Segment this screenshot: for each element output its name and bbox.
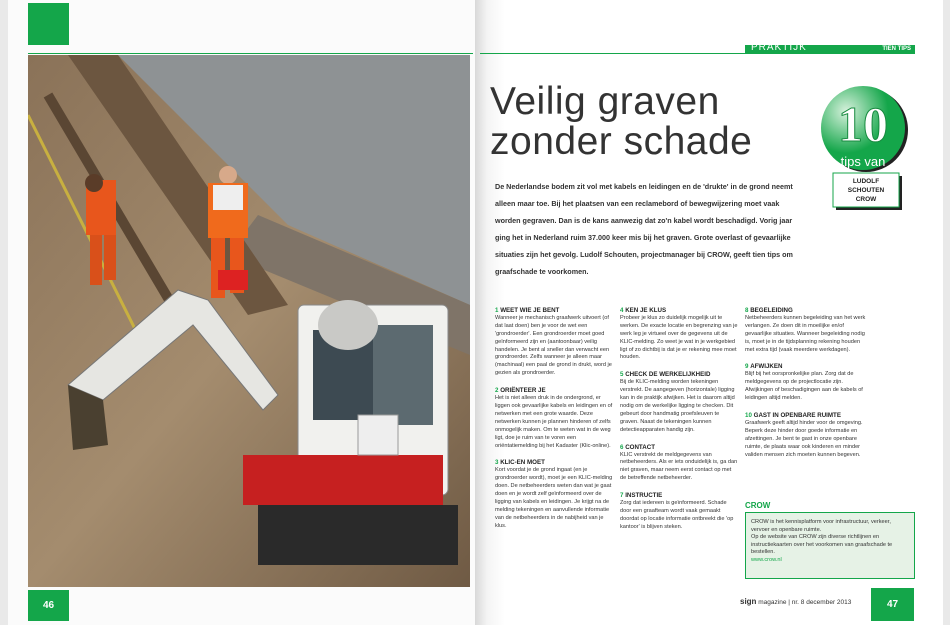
- tip-title: ORIËNTEER JE: [500, 387, 546, 395]
- tip-text: Zorg dat iedereen is geïnformeerd. Schade door een graafteam wordt vaak gemaakt doordat op locatie informatie ontbreekt die 'op kantoor' is blijven steken.: [620, 500, 734, 530]
- tip-heading: [620, 492, 738, 500]
- top-rule-right: [480, 53, 915, 54]
- tip-text: Bij de KLIC-melding worden tekeningen verstrekt. De aangegeven (horizontale) ligging kan in de praktijk afwijken. Het is daarom altijd nodig om de werkelijke ligging te checken. Dit gebeurt door handmatig proefsleuven te graven. Naast de tekeningen kunnen detectieapparaten handig zijn.: [620, 379, 735, 433]
- tip-number: 4: [620, 307, 624, 314]
- tip-text: Netbeheerders kunnen begeleiding van het werk verlangen. Ze doen dit in moeilijke en/of gevaarlijke situaties. Wanneer begeleiding nodig is, moet je in de tijdsplanning rekening houden met extra tijd (vaak meerdere werkdagen).: [745, 314, 866, 353]
- page-title: [490, 82, 752, 162]
- badge-name-1: LUDOLF: [852, 178, 880, 185]
- footer-text: magazine | nr. 8 december 2013: [758, 599, 852, 606]
- tip-10: [745, 412, 870, 459]
- tip-heading: [620, 371, 738, 379]
- tip-8: [745, 307, 870, 354]
- tip-number: 3: [495, 459, 499, 467]
- crow-heading: CROW: [745, 501, 771, 510]
- tip-number: 10: [745, 411, 752, 419]
- section-header: [745, 42, 915, 53]
- corner-green-square: [28, 3, 69, 45]
- section-right-label: TIEN TIPS: [882, 46, 911, 52]
- excavation-photo: [28, 55, 470, 587]
- tip-heading: [745, 412, 870, 420]
- tip-text: Probeer je klus zo duidelijk mogelijk uit te werken. De exacte locatie en begrenzing van je werk leg je virtueel over de gegevens uit de KLIC-melding. Zo weet je wat in je werkgebied ligt of zo dichtbij is dat je er rekening mee moet houden.: [620, 314, 738, 361]
- column-1: [495, 307, 613, 540]
- top-rule-left: [28, 53, 473, 54]
- tip-3: [495, 459, 613, 530]
- intro-paragraph: De Nederlandse bodem zit vol met kabels en leidingen en de 'drukte' in de grond neemt alleen maar toe. Bij het plaatsen van een reclamebord of bewegwijzering moet vaak worden gegraven. Dan is de kans aanwezig dat zo'n kabel wordt beschadigd. Vorig jaar ging het in Nederland ruim 37.000 keer mis bij het graven. Grote overlast of gevaarlijke situaties zijn het gevolg. Ludolf Schouten, projectmanager bij CROW, geeft tien tips om graafschade te voorkomen.: [495, 182, 793, 276]
- tip-text: KLIC verstrekt de meldgegevens van netbeheerders. Als er iets onduidelijk is, ga dan niet graven, maar neem eerst contact op met de betreffende netbeheerder.: [620, 451, 738, 482]
- tip-title: CHECK DE WERKELIJKHEID: [625, 371, 711, 379]
- tip-heading: [745, 363, 870, 371]
- tip-title: CONTACT: [625, 443, 655, 451]
- ten-tips-badge: [818, 86, 908, 210]
- tip-number: 6: [620, 443, 624, 451]
- crow-line-1: CROW is het kennisplatform voor infrastructuur, verkeer, vervoer en openbare ruimte.: [751, 519, 891, 533]
- crow-line-2: Op de website van CROW zijn diverse richtlijnen en instructiekaarten over het voorkomen van graafschade te bestellen.: [751, 534, 893, 556]
- page-number-right: 47: [871, 588, 914, 621]
- tip-number: 7: [620, 492, 624, 500]
- tip-title: GAST IN OPENBARE RUIMTE: [753, 411, 841, 419]
- tip-number: 5: [620, 371, 624, 379]
- badge-number: 10: [838, 96, 888, 152]
- tip-number: 1: [495, 307, 499, 314]
- tip-5: [620, 371, 738, 434]
- tip-heading: [495, 387, 613, 395]
- tip-text: Blijf bij het oorspronkelijke plan. Zorg dat de meldgegevens op de projectlocatie zijn. Afwijkingen of beschadigingen aan de kabels of leidingen altijd melden.: [745, 371, 863, 402]
- tip-heading: [495, 459, 613, 467]
- tip-title: KEN JE KLUS: [625, 307, 667, 314]
- column-2: [620, 307, 738, 541]
- tip-6: [620, 444, 738, 484]
- tip-1: [495, 307, 613, 378]
- tip-title: INSTRUCTIE: [625, 492, 663, 500]
- tip-2: [495, 387, 613, 450]
- title-line-2: zonder schade: [490, 120, 753, 163]
- tip-text: Kort voordat je de grond ingaat (en je grondroerder wordt), moet je een KLIC-melding doen. De netbeheerders weten dan wat je gaat doen en je wordt zelf geïnformeerd over de ligging van kabels en leidingen. Je krijgt na de melding tekeningen en aanvullende informatie van de netbeheerders in de nabijheid van je klus.: [495, 467, 613, 529]
- crow-link[interactable]: www.crow.nl: [751, 556, 782, 563]
- tip-heading: [620, 444, 738, 452]
- tip-number: 9: [745, 363, 749, 371]
- footer-brand: sign: [740, 597, 757, 606]
- footer: [740, 597, 851, 606]
- section-label: PRAKTIJK: [751, 42, 807, 53]
- tip-heading: [745, 307, 870, 315]
- tip-title: BEGELEIDING: [750, 307, 793, 314]
- tip-title: KLIC-EN MOET: [500, 459, 545, 467]
- tip-heading: [620, 307, 738, 315]
- tip-text: Het is niet alleen druk in de ondergrond, er liggen ook gevaarlijke kabels en leidingen en of netwerken met een grote waarde. Deze netwerken kunnen je plannen hinderen of zelfs onmogelijk maken. Om te weten wat in de weg ligt, doe je ruim van te voren een oriëntatiemelding bij het Kadaster (Klic-online).: [495, 395, 613, 449]
- badge-name-3: CROW: [855, 196, 877, 203]
- tip-7: [620, 492, 738, 532]
- tip-number: 8: [745, 307, 749, 314]
- page-number-left: 46: [28, 590, 69, 621]
- tip-text: Graafwerk geeft altijd hinder voor de omgeving. Beperk deze hinder door goede informatie en afzettingen. Je bent te gast in onze openbare ruimte, de plaats waar ook kinderen en minder validen mensen zich moeten kunnen begeven.: [745, 419, 863, 458]
- badge-subtitle: tips van: [840, 154, 886, 169]
- tip-9: [745, 363, 870, 403]
- tip-4: [620, 307, 738, 362]
- tip-title: AFWIJKEN: [750, 363, 783, 371]
- tip-heading: [495, 307, 613, 315]
- title-line-1: Veilig graven: [490, 80, 720, 123]
- tip-title: WEET WIE JE BENT: [500, 307, 560, 314]
- tip-number: 2: [495, 387, 499, 395]
- tip-text: Wanneer je mechanisch graafwerk uitvoert (of dat laat doen) ben je voor de wet een 'grondroerder'. Een grondroerder moet goed geïnformeerd zijn en (aantoonbaar) veilig handelen. Je bent al sneller dan verwacht een grondroerder. Zelfs wanneer je alleen maar (machinaal) een paal de grond in drukt, word je gezien als grondroerder.: [495, 314, 612, 377]
- column-3: [745, 307, 870, 468]
- badge-name-2: SCHOUTEN: [847, 187, 885, 194]
- crow-info-box: [745, 512, 915, 579]
